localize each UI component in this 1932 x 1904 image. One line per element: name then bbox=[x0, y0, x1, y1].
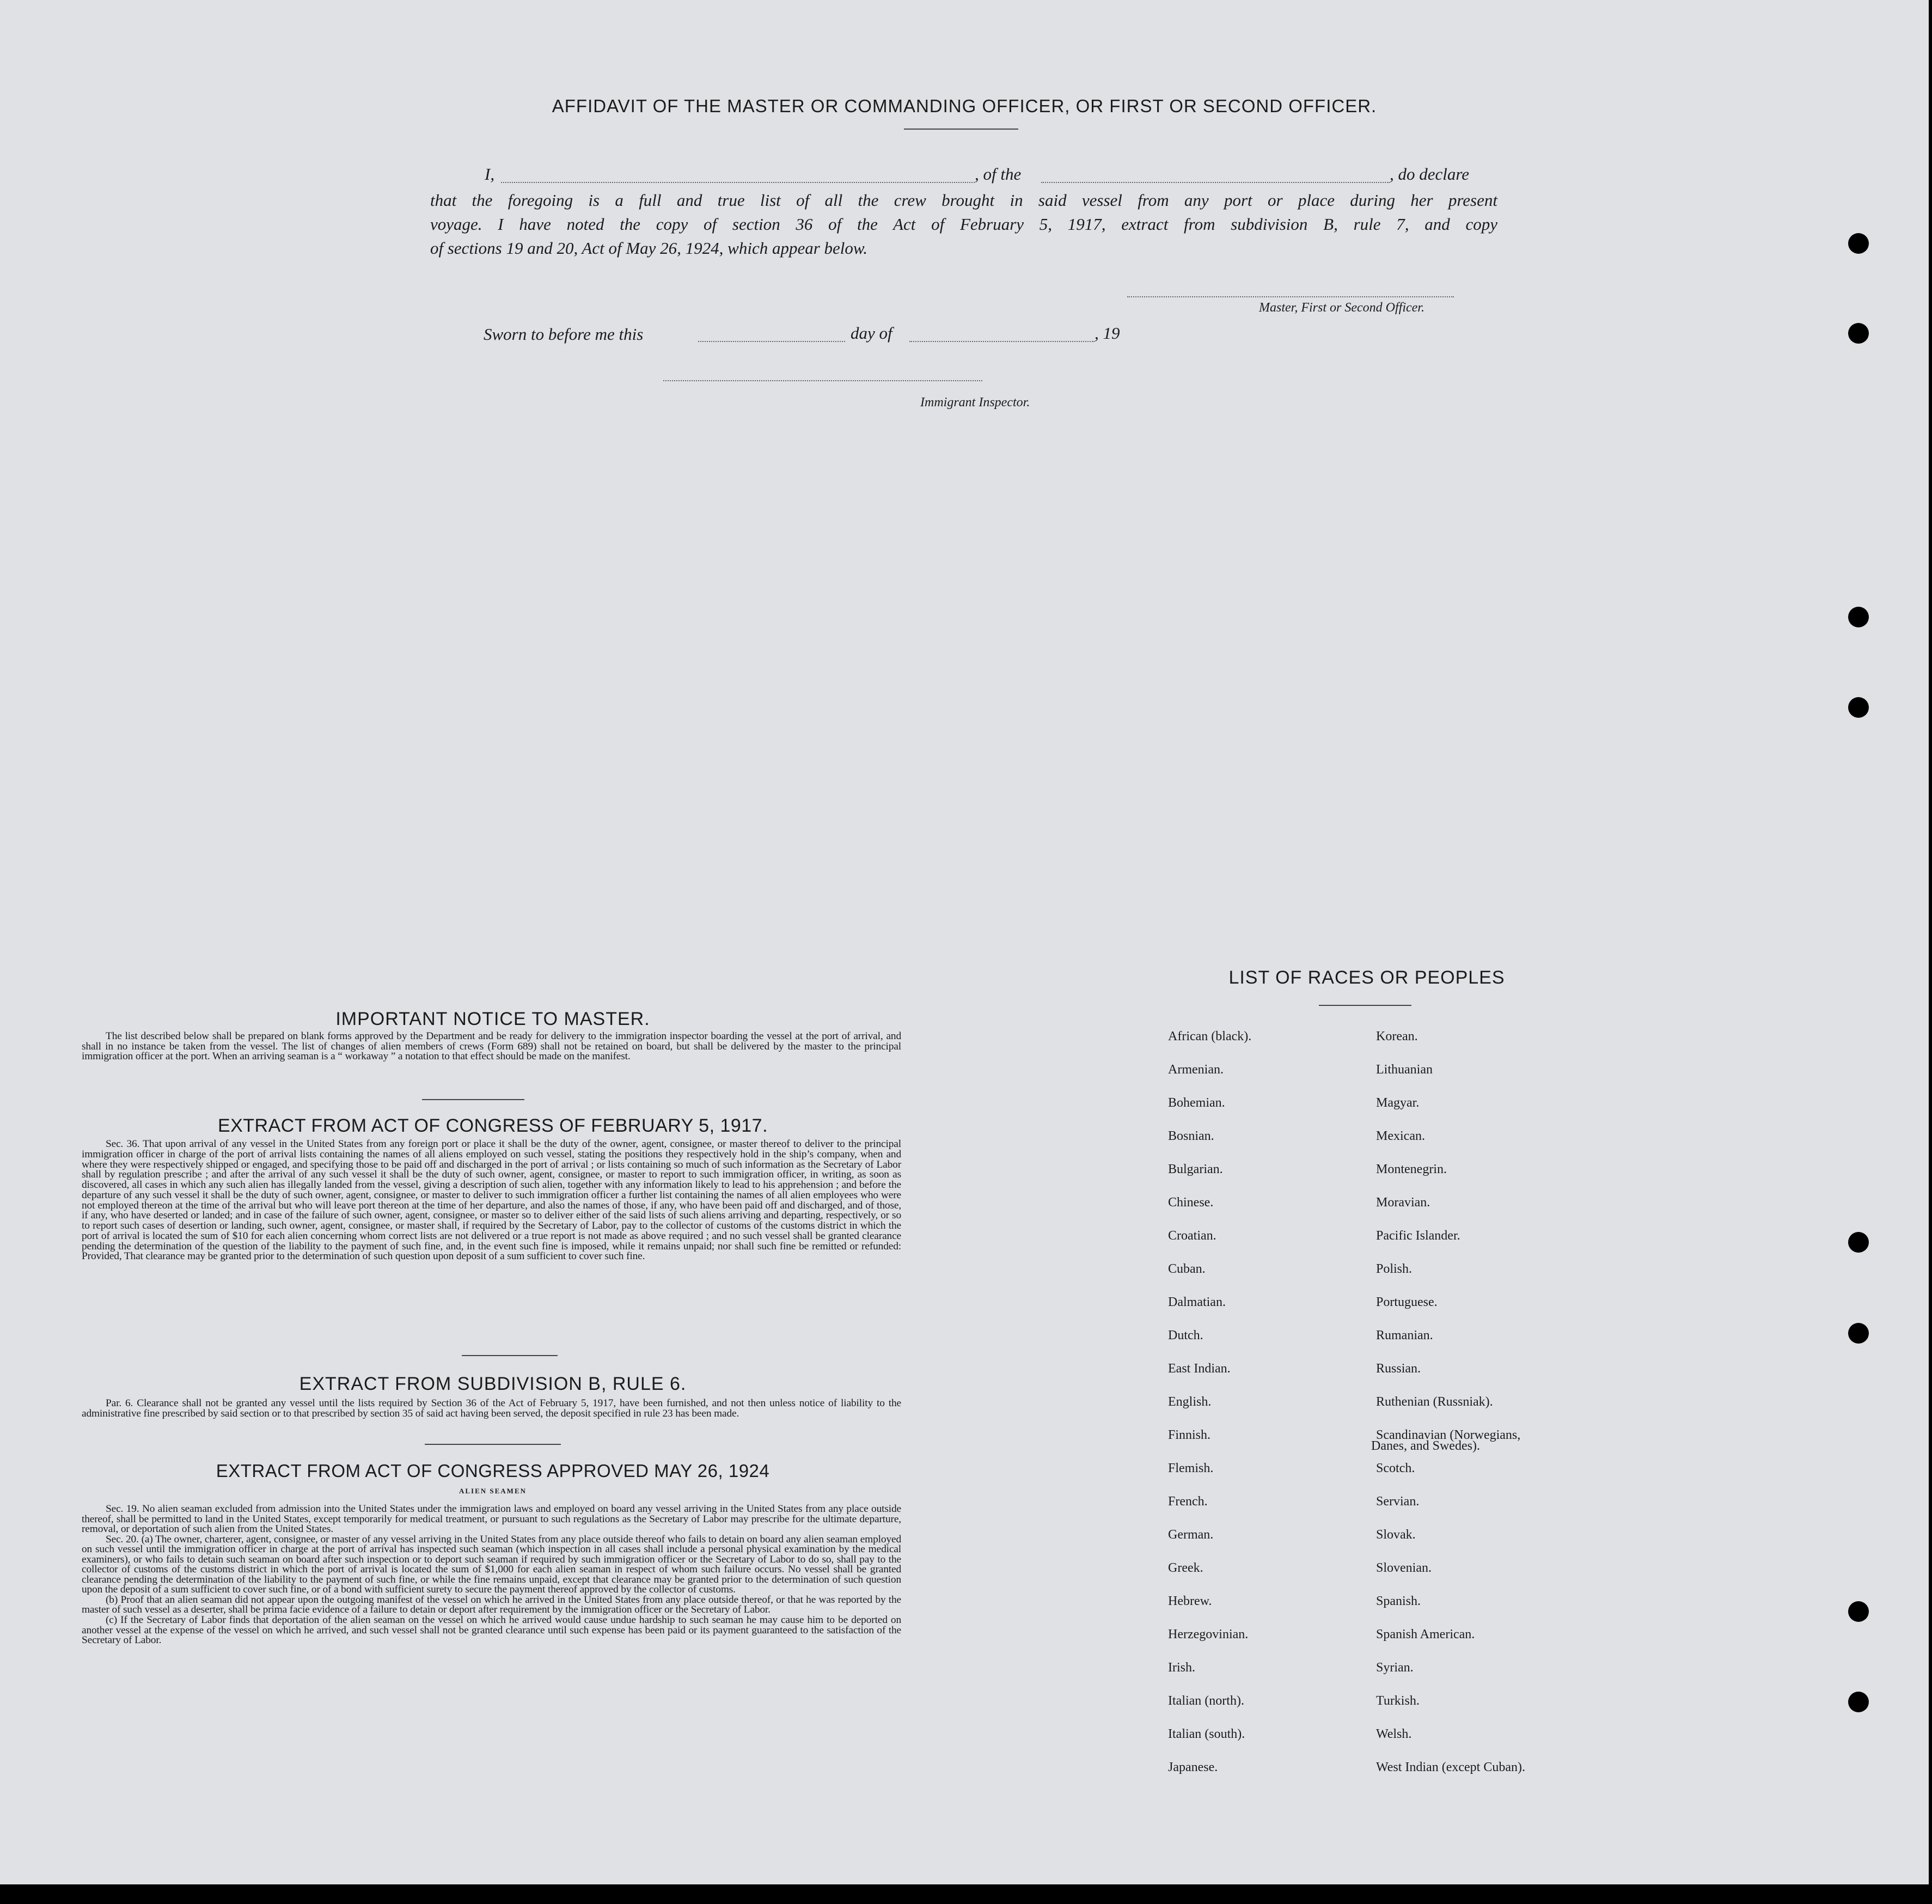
inspector-signature-line[interactable] bbox=[663, 380, 982, 381]
subdivision-b-body bbox=[82, 1399, 901, 1419]
notice-text: The list described below shall be prepared on blank forms approved by the Department and be ready for delivery to the immigration inspector boarding the vessel at the port of arrival, and shall in no instance be taken from the vessel. The list of changes of alien members of crews (Form 689) shall not be retained on board, but shall be delivered by the master to the principal immigration officer at the port. When an arriving seaman is a “ workaway ” a notation to that effect should be made on the manifest. bbox=[82, 1030, 901, 1063]
race-item: Rumanian. bbox=[1376, 1328, 1433, 1342]
race-item: Magyar. bbox=[1376, 1096, 1420, 1110]
section-19-text: Sec. 19. No alien seaman excluded from admission into the United States under the immigration laws and employed on board any vessel arriving in the United States from any place outside thereof, shall be permitted to land in the United States, except temporarily for medical treatment, or pursuant to such regulations as the Secretary of Labor may prescribe for the ultimate departure, removal, or deportation of such alien from the United States. bbox=[82, 1503, 901, 1535]
race-item: Hebrew. bbox=[1168, 1594, 1212, 1608]
race-item: Chinese. bbox=[1168, 1195, 1214, 1210]
race-item: Cuban. bbox=[1168, 1262, 1206, 1276]
race-item: Servian. bbox=[1376, 1494, 1420, 1509]
inspector-label: Immigrant Inspector. bbox=[920, 395, 1030, 410]
name-field[interactable] bbox=[501, 182, 975, 183]
race-item: Italian (south). bbox=[1168, 1727, 1245, 1741]
extract-1924-body bbox=[82, 1504, 901, 1646]
affidavit-of-the: , of the bbox=[975, 164, 1022, 184]
day-of-text: day of bbox=[851, 324, 892, 343]
vessel-field[interactable] bbox=[1041, 182, 1390, 183]
binder-hole bbox=[1848, 1232, 1869, 1253]
race-item: Bosnian. bbox=[1168, 1129, 1214, 1143]
affidavit-line-3: voyage. I have noted the copy of section 36 of the Act of February 5, 1917, extract from subdivision B, rule 7, and copy bbox=[430, 215, 1497, 234]
rule-6-text: Par. 6. Clearance shall not be granted any vessel until the lists required by Section 36 of the Act of February 5, 1917, have been furnished, and not then unless notice of liability to the administrative fine prescribed by said section or to that prescribed by section 35 of said act having been served, the deposit specified in rule 23 has been made. bbox=[82, 1398, 901, 1419]
divider bbox=[422, 1099, 524, 1100]
alien-seamen-subtitle: ALIEN SEAMEN bbox=[458, 1487, 527, 1495]
race-item: German. bbox=[1168, 1528, 1214, 1542]
section-36-text: Sec. 36. That upon arrival of any vessel in the United States from any foreign port or place it shall be the duty of the owner, agent, consignee, or master thereof to deliver to the principal immigration officer in charge of the port of arrival lists containing the names of all aliens employed on such vessel, stating the positions they respectively hold in the ship’s company, when and where they were respectively shipped or engaged, and specifying those to be paid off and discharged in the port of arrival ; or lists containing so much of such information as the Secretary of Labor shall by regulation prescribe ; and after the arrival of any such vessel it shall be the duty of such owner, agent, consignee, or master to report to such immigration officer, in writing, as soon as discovered, all cases in which any such alien has illegally landed from the vessel, giving a description of such alien, together with any information likely to lead to his apprehension ; and before the departure of any such vessel it shall be the duty of such owner, agent, consignee, or master to deliver to such immigration officer a further list containing the names of all alien employees who were not employed thereon at the time of the arrival but who will leave port thereon at the time of her departure, and also the names of those, if any, who have been paid off and discharged, and of those, if any, who have deserted or landed; and in case of the failure of such owner, agent, consignee, or master so to deliver either of the said lists of such aliens arriving and departing, respectively, or so to report such cases of desertion or landing, such owner, agent, consignee, or master shall, if required by the Secretary of Labor, pay to the collector of customs of the customs district in which the port of arrival is located the sum of $10 for each alien concerning whom correct lists are not delivered or a true report is not made as above required ; and no such vessel shall be granted clearance pending the determination of the question of the liability to the payment of such fine, and, in the event such fine is imposed, while it remains unpaid; nor shall such fine be remitted or refunded: Provided, That clearance may be granted prior to the determination of such question upon deposit of a sum sufficient to cover such fine. bbox=[82, 1138, 901, 1262]
race-item: African (black). bbox=[1168, 1029, 1252, 1043]
affidavit-title: AFFIDAVIT OF THE MASTER OR COMMANDING OFFICER, OR FIRST OR SECOND OFFICER. bbox=[552, 96, 1377, 116]
race-item: Armenian. bbox=[1168, 1063, 1224, 1077]
affidavit-line-2: that the foregoing is a full and true list of all the crew brought in said vessel from any port or place during her present bbox=[430, 191, 1497, 210]
races-title: LIST OF RACES OR PEOPLES bbox=[1228, 967, 1505, 988]
race-item: Croatian. bbox=[1168, 1229, 1216, 1243]
section-20a-text: Sec. 20. (a) The owner, charterer, agent, consignee, or master of any vessel arriving in the United States from any place outside thereof who fails to detain on board any alien seaman employed on such vessel until the immigration officer in charge at the port of arrival has inspected such seaman (which inspection in all cases shall include a personal physical examination by the medical examiners), or who fails to detain such seaman on board after such inspection or to deport such seaman if required by such immigration officer or the Secretary of Labor to do so, shall pay to the collector of customs of the customs district in which the port of arrival is located the sum of $1,000 for each alien seaman in respect of whom such failure occurs. No vessel shall be granted clearance pending the determination of the liability to the payment of such fine, or while the fine remains unpaid, except that clearance may be granted prior to the determination of such question upon the deposit of a sum sufficient to cover such fine, or of a bond with sufficient surety to secure the payment thereof approved by the collector of customs. bbox=[82, 1533, 901, 1596]
title-divider bbox=[904, 129, 1018, 130]
race-item: Finnish. bbox=[1168, 1428, 1211, 1442]
binder-hole bbox=[1848, 1323, 1869, 1344]
extract-1917-body bbox=[82, 1139, 901, 1262]
month-field[interactable] bbox=[909, 341, 1095, 342]
race-item: Russian. bbox=[1376, 1362, 1421, 1376]
race-item: Syrian. bbox=[1376, 1661, 1414, 1675]
affidavit-i: I, bbox=[485, 164, 495, 184]
race-item: Slovak. bbox=[1376, 1528, 1416, 1542]
race-item: Greek. bbox=[1168, 1561, 1203, 1575]
race-item: Japanese. bbox=[1168, 1760, 1218, 1774]
race-item: Spanish. bbox=[1376, 1594, 1421, 1608]
divider bbox=[425, 1444, 561, 1445]
race-item: Montenegrin. bbox=[1376, 1162, 1447, 1176]
race-item: Spanish American. bbox=[1376, 1627, 1475, 1641]
notice-body bbox=[82, 1032, 901, 1062]
extract-1924-title: EXTRACT FROM ACT OF CONGRESS APPROVED MAY 26, 1924 bbox=[216, 1461, 770, 1481]
sworn-text: Sworn to before me this bbox=[484, 325, 644, 344]
race-item: Bohemian. bbox=[1168, 1096, 1225, 1110]
race-item-continuation: Danes, and Swedes). bbox=[1371, 1439, 1480, 1453]
race-item: Pacific Islander. bbox=[1376, 1229, 1460, 1243]
race-item: Herzegovinian. bbox=[1168, 1627, 1249, 1641]
affidavit-line-4: of sections 19 and 20, Act of May 26, 1924, which appear below. bbox=[430, 239, 868, 258]
affidavit-declare: , do declare bbox=[1390, 164, 1470, 184]
race-item: Slovenian. bbox=[1376, 1561, 1432, 1575]
races-divider bbox=[1319, 1005, 1411, 1006]
race-item: East Indian. bbox=[1168, 1362, 1231, 1376]
race-item: West Indian (except Cuban). bbox=[1376, 1760, 1525, 1774]
race-item: Italian (north). bbox=[1168, 1694, 1244, 1708]
master-label: Master, First or Second Officer. bbox=[1259, 301, 1424, 315]
race-item: Scandinavian (Norwegians, bbox=[1376, 1428, 1521, 1442]
notice-title: IMPORTANT NOTICE TO MASTER. bbox=[335, 1009, 650, 1029]
divider bbox=[462, 1355, 558, 1356]
binder-hole bbox=[1848, 323, 1869, 344]
race-item: Mexican. bbox=[1376, 1129, 1425, 1143]
race-item: English. bbox=[1168, 1395, 1212, 1409]
race-item: Dalmatian. bbox=[1168, 1295, 1226, 1309]
race-item: French. bbox=[1168, 1494, 1208, 1509]
race-item: Lithuanian bbox=[1376, 1063, 1433, 1077]
master-signature-line[interactable] bbox=[1127, 296, 1454, 297]
race-item: Polish. bbox=[1376, 1262, 1413, 1276]
binder-hole bbox=[1848, 1692, 1869, 1712]
binder-hole bbox=[1848, 697, 1869, 718]
year-text: , 19 bbox=[1095, 324, 1120, 343]
race-item: Turkish. bbox=[1376, 1694, 1420, 1708]
binder-hole bbox=[1848, 233, 1869, 254]
race-item: Moravian. bbox=[1376, 1195, 1430, 1210]
race-item: Ruthenian (Russniak). bbox=[1376, 1395, 1493, 1409]
race-item: Irish. bbox=[1168, 1661, 1195, 1675]
race-item: Scotch. bbox=[1376, 1461, 1415, 1475]
binder-hole bbox=[1848, 1601, 1869, 1622]
binder-hole bbox=[1848, 607, 1869, 627]
section-20b-text: (b) Proof that an alien seaman did not appear upon the outgoing manifest of the vessel on which he arrived in the United States from any place outside thereof, or that he was reported by the master of such vessel as a deserter, shall be prima facie evidence of a failure to detain or deport after requirement by the immigration officer or the Secretary of Labor. bbox=[82, 1594, 901, 1616]
extract-1917-title: EXTRACT FROM ACT OF CONGRESS OF FEBRUARY 5, 1917. bbox=[217, 1115, 768, 1136]
race-item: Korean. bbox=[1376, 1029, 1418, 1043]
race-item: Welsh. bbox=[1376, 1727, 1412, 1741]
subdivision-b-title: EXTRACT FROM SUBDIVISION B, RULE 6. bbox=[299, 1374, 687, 1394]
section-20c-text: (c) If the Secretary of Labor finds that deportation of the alien seaman on the vessel on which he arrived would cause undue hardship to such seaman he may cause him to be deported on another vessel at the expense of the vessel on which he arrived, and such vessel shall not be granted clearance until such expense has been paid or its payment guaranteed to the satisfaction of the Secretary of Labor. bbox=[82, 1614, 901, 1646]
day-field[interactable] bbox=[698, 341, 845, 342]
race-item: Flemish. bbox=[1168, 1461, 1214, 1475]
race-item: Dutch. bbox=[1168, 1328, 1203, 1342]
race-item: Portuguese. bbox=[1376, 1295, 1438, 1309]
race-item: Bulgarian. bbox=[1168, 1162, 1223, 1176]
